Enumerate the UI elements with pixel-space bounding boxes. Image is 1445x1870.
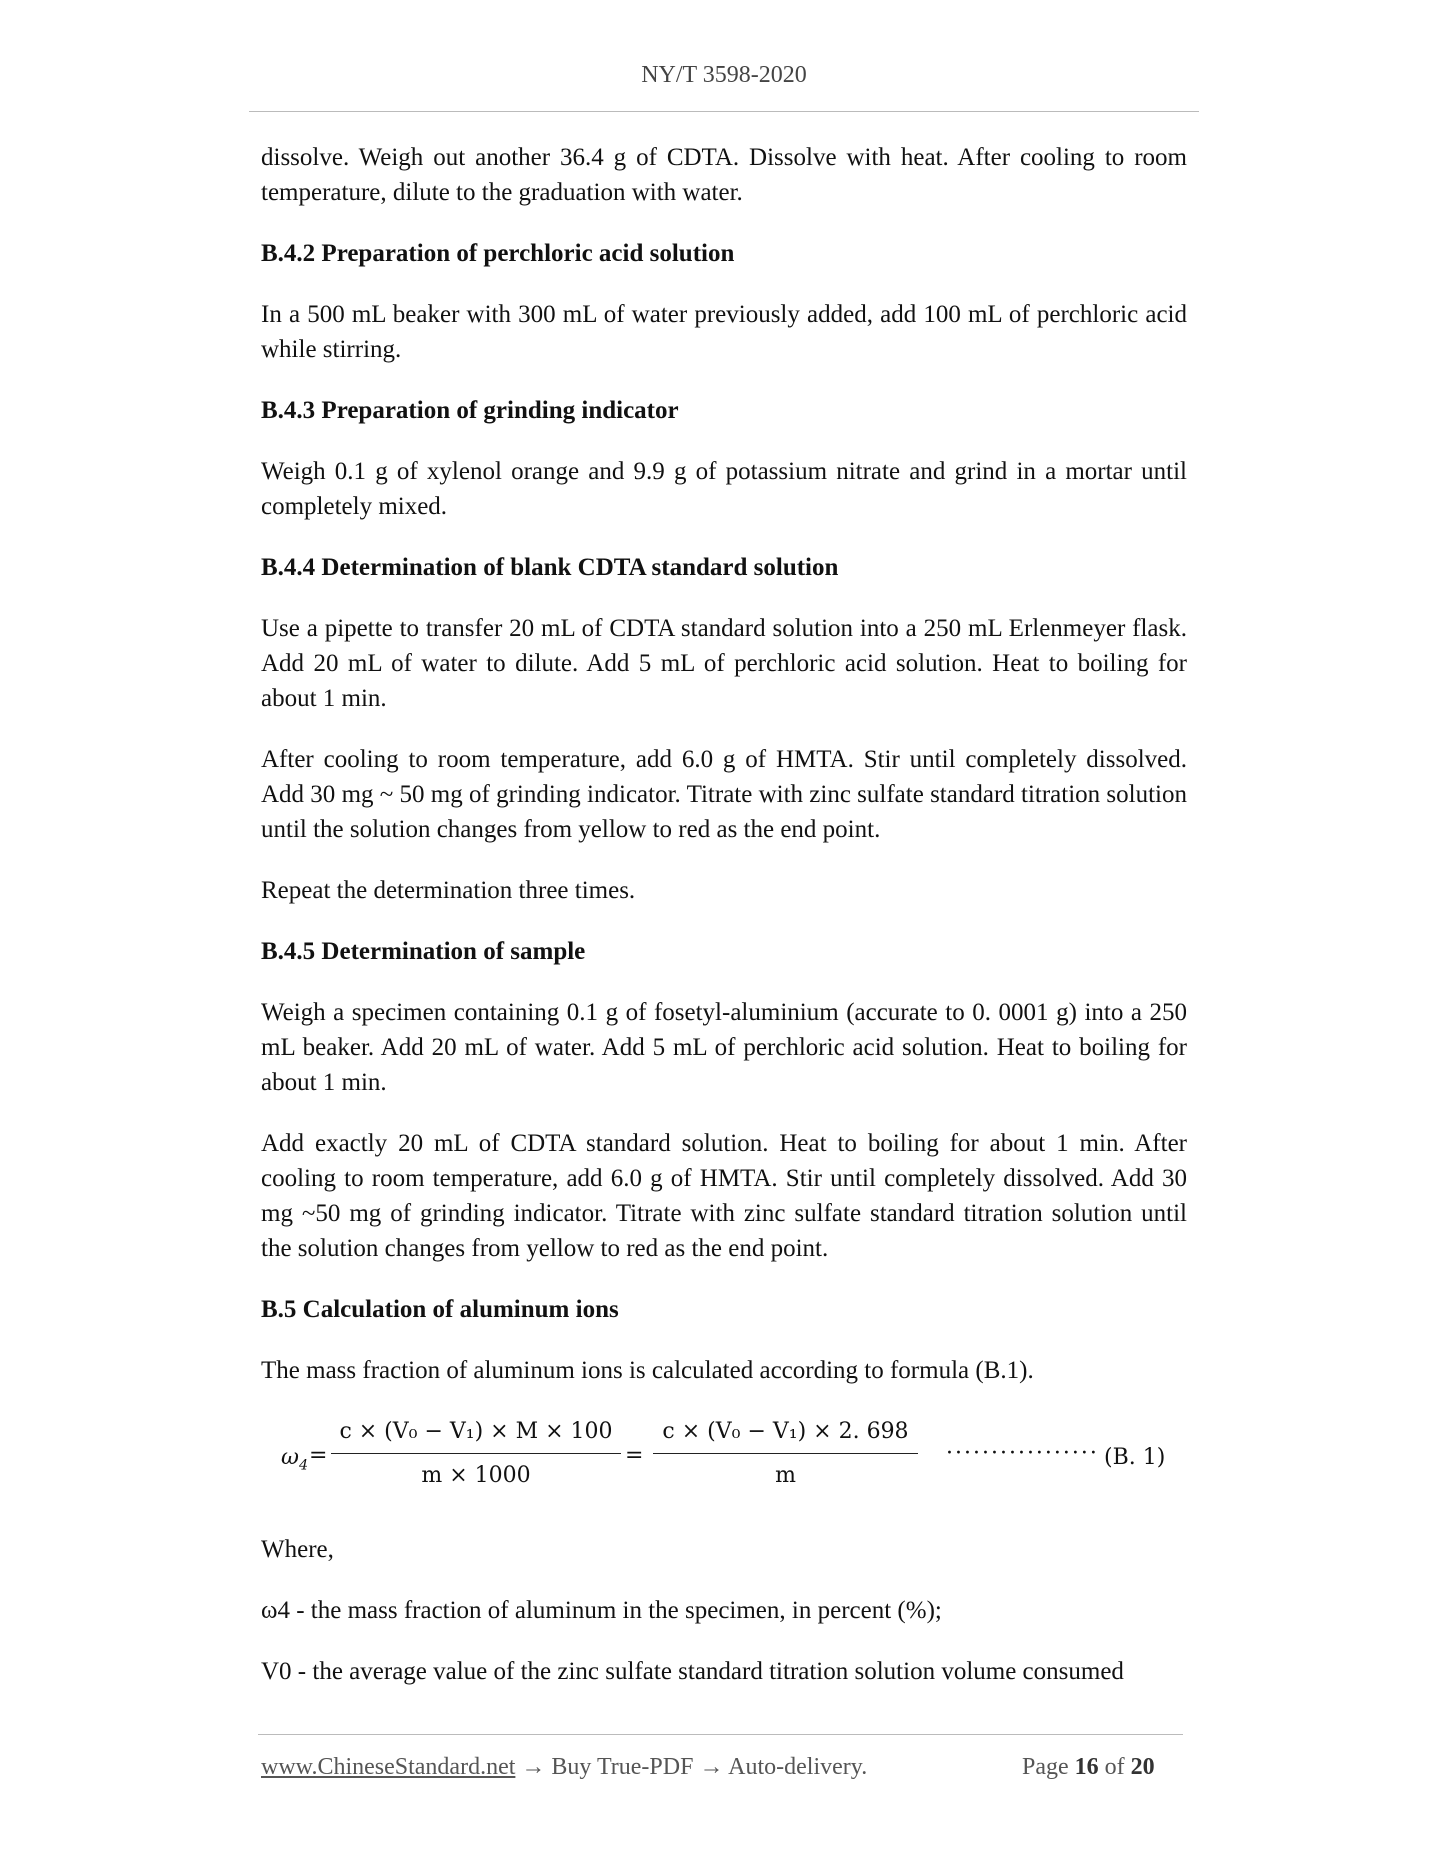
definition-omega4: ω4 - the mass fraction of aluminum in the specimen, in percent (%); bbox=[261, 1597, 942, 1624]
paragraph-b44-1: Use a pipette to transfer 20 mL of CDTA standard solution into a 250 mL Erlenmeyer flask. Add 20 mL of water to dilute. Add 5 mL of perchloric acid solution. Heat to boiling for about 1 min. bbox=[261, 615, 1187, 712]
paragraph-b43: Weigh 0.1 g of xylenol orange and 9.9 g of potassium nitrate and grind in a mortar until completely mixed. bbox=[261, 458, 1187, 520]
of-label: of bbox=[1104, 1754, 1125, 1780]
formula-denominator-2: m bbox=[775, 1463, 796, 1488]
page-label: Page bbox=[1022, 1754, 1069, 1780]
heading-b43: B.4.3 Preparation of grinding indicator bbox=[261, 397, 679, 424]
footer-buy-text: Buy True-PDF bbox=[551, 1754, 694, 1780]
heading-b42: B.4.2 Preparation of perchloric acid solution bbox=[261, 240, 735, 267]
formula-fraction-1 bbox=[331, 1414, 621, 1493]
page-header-title: NY/T 3598-2020 bbox=[641, 62, 807, 88]
paragraph-b45-2: Add exactly 20 mL of CDTA standard solution. Heat to boiling for about 1 min. After cooling to room temperature, add 6.0 g of HMTA. Stir until completely dissolved. Add 30 mg ~50 mg of grinding indicator. Titrate with zinc sulfate standard titration solution until the solution changes from yellow to red as the end point. bbox=[261, 1130, 1187, 1262]
paragraph-intro: dissolve. Weigh out another 36.4 g of CDTA. Dissolve with heat. After cooling to room temperature, dilute to the graduation with water. bbox=[261, 144, 1187, 206]
heading-b5: B.5 Calculation of aluminum ions bbox=[261, 1296, 619, 1323]
formula-equals-1: = bbox=[309, 1443, 328, 1468]
page-total: 20 bbox=[1130, 1754, 1155, 1780]
paragraph-b42: In a 500 mL beaker with 300 mL of water previously added, add 100 mL of perchloric acid while stirring. bbox=[261, 301, 1187, 363]
paragraph-where: Where, bbox=[261, 1536, 334, 1563]
formula-fraction-2 bbox=[653, 1414, 918, 1493]
formula-numerator-1: c × (V₀ − V₁) × M × 100 bbox=[339, 1419, 613, 1444]
arrow-right-icon: → bbox=[699, 1754, 724, 1780]
chinesestandard-link[interactable]: www.ChineseStandard.net bbox=[261, 1754, 516, 1780]
heading-b45: B.4.5 Determination of sample bbox=[261, 938, 586, 965]
document-body bbox=[261, 140, 1187, 1715]
arrow-right-icon: → bbox=[521, 1754, 546, 1780]
formula-number: (B. 1) bbox=[1104, 1445, 1166, 1470]
heading-b44: B.4.4 Determination of blank CDTA standard solution bbox=[261, 554, 839, 581]
footer-delivery-text: Auto-delivery. bbox=[728, 1754, 868, 1780]
formula-leader-dots: ················· bbox=[946, 1441, 1099, 1466]
paragraph-b45-1: Weigh a specimen containing 0.1 g of fosetyl-aluminium (accurate to 0. 0001 g) into a 250 mL beaker. Add 20 mL of water. Add 5 mL of perchloric acid solution. Heat to boiling for about 1 min. bbox=[261, 999, 1187, 1096]
definition-v0: V0 - the average value of the zinc sulfate standard titration solution volume consumed bbox=[261, 1658, 1124, 1685]
paragraph-b44-3: Repeat the determination three times. bbox=[261, 877, 636, 904]
page-number: 16 bbox=[1074, 1754, 1099, 1780]
footer-divider bbox=[258, 1734, 1183, 1735]
formula-lhs: $\omega_4$ bbox=[281, 1445, 309, 1474]
footer-promo bbox=[261, 1754, 867, 1781]
paragraph-b44-2: After cooling to room temperature, add 6.0 g of HMTA. Stir until completely dissolved. Add 30 mg ~ 50 mg of grinding indicator. Titrate with zinc sulfate standard titration solution until the solution changes from yellow to red as the end point. bbox=[261, 746, 1187, 843]
formula-equals-2: = bbox=[625, 1443, 644, 1468]
formula-numerator-2: c × (V₀ − V₁) × 2. 698 bbox=[662, 1419, 909, 1444]
formula-b1 bbox=[261, 1414, 1187, 1492]
paragraph-b5: The mass fraction of aluminum ions is calculated according to formula (B.1). bbox=[261, 1357, 1034, 1384]
page-counter bbox=[1022, 1754, 1155, 1781]
header-divider bbox=[249, 111, 1199, 112]
formula-denominator-1: m × 1000 bbox=[421, 1463, 531, 1488]
